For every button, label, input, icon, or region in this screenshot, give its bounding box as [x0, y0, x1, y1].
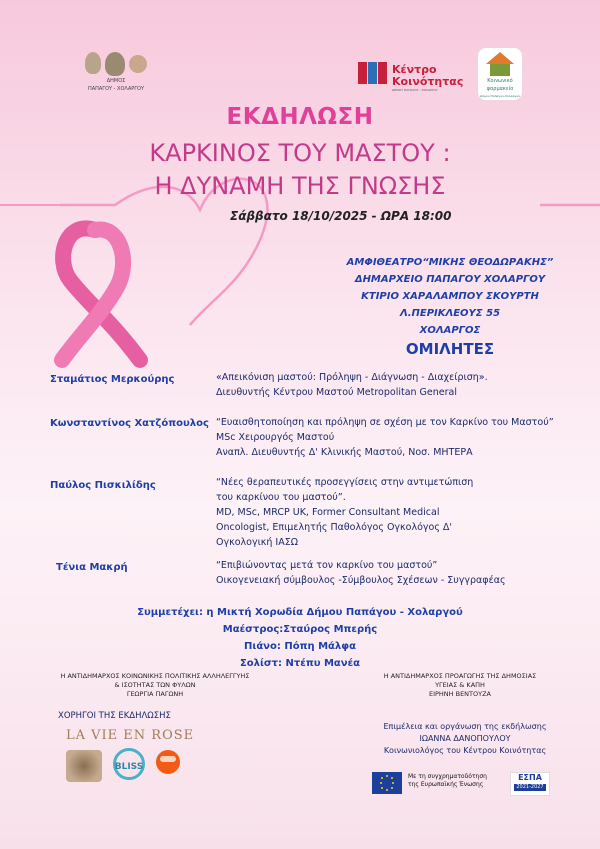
choir-line: Συμμετέχει: η Μικτή Χορωδία Δήμου Παπάγου - Χολαργού	[137, 607, 463, 618]
venue-line: ΑΜΦΙΘΕΑΤΡΟ“ΜΙΚΗΣ ΘΕΟΔΩΡΑΚΗΣ”	[346, 257, 554, 268]
speaker-name: Παύλος Πισκιλίδης	[50, 480, 156, 491]
crest-icon	[85, 52, 101, 74]
venue-line: ΧΟΛΑΡΓΟΣ	[419, 325, 481, 336]
eu-flag-icon	[372, 772, 402, 794]
municipality-logo	[78, 52, 154, 98]
event-title-line1: ΚΑΡΚΙΝΟΣ ΤΟΥ ΜΑΣΤΟΥ :	[149, 139, 451, 167]
event-label: ΕΚΔΗΛΩΣΗ	[226, 104, 374, 130]
speaker-name: Τένια Μακρή	[56, 562, 128, 573]
speaker-description: “Νέες θεραπευτικές προσεγγίσεις στην αντιμετώπιση του καρκίνου του μαστού”. MD, MSc, MRCP UK, Former Consultant Medical Oncologist, Επιμελητής Παθολόγος Ογκολόγος Δ' Ογκολογική ΙΑΣΩ	[216, 477, 474, 548]
speaker-name: Σταμάτιος Μερκούρης	[50, 374, 175, 385]
venue-line: ΚΤΙΡΙΟ ΧΑΡΑΛΑΜΠΟΥ ΣΚΟΥΡΤΗ	[361, 291, 539, 302]
venue-line: Λ.ΠΕΡΙΚΛΕΟΥΣ 55	[399, 308, 501, 319]
pink-ribbon-icon	[62, 228, 140, 360]
deputy-right: Η ΑΝΤΙΔΗΜΑΡΧΟΣ ΠΡΟΑΓΩΓΗΣ ΤΗΣ ΔΗΜΟΣΙΑΣ ΥΓΕΙΑΣ & ΚΑΠΗ ΕΙΡΗΝΗ ΒΕΝΤΟΥΖΑ	[383, 672, 537, 698]
kentro-line1: Κέντρο	[392, 63, 437, 76]
speakers-heading: ΟΜΙΛΗΤΕΣ	[405, 340, 495, 358]
choir-line: Πιάνο: Πόπη Μάλφα	[244, 641, 356, 652]
people-icon	[358, 62, 388, 88]
espa-logo: ΕΣΠΑ 2021-2027	[510, 772, 550, 796]
social-pharmacy-logo	[478, 48, 522, 100]
municipality-logo-line2: ΠΑΠΑΓΟΥ - ΧΟΛΑΡΓΟΥ	[87, 86, 145, 92]
choir-line: Σολίστ: Ντέπυ Μανέα	[239, 658, 361, 669]
speaker-description: “Επιβιώνοντας μετά τον καρκίνο του μαστού” Οικογενειακή σύμβουλος -Σύμβουλος Σχέσεων - Συγγραφέας	[216, 560, 506, 586]
event-date-time: Σάββατο 18/10/2025 - ΩΡΑ 18:00	[230, 209, 452, 223]
organizer-block: Επιμέλεια και οργάνωση της εκδήλωσης ΙΩΑΝΝΑ ΔΑΝΟΠΟΥΛΟΥ Κοινωνιολόγος του Κέντρου Κοινότητας	[383, 722, 547, 755]
choir-line: Μαέστρος:Σταύρος Μπερής	[222, 624, 378, 635]
bliss-logo: BLISS	[108, 748, 150, 782]
la-vie-en-rose-logo: LA VIE EN ROSE	[66, 728, 195, 743]
speaker-description: «Απεικόνιση μαστού: Πρόληψη - Διάγνωση - Διαχείριση». Διευθυντής Κέντρου Μαστού Metropolitan General	[216, 372, 488, 398]
eu-funding-text: Με τη συγχρηματοδότηση της Ευρωπαϊκής Ένωσης	[408, 773, 487, 788]
sponsor-logo-orange	[156, 750, 180, 774]
venue-block	[300, 254, 600, 339]
pharmacy-line2: φαρμακείο	[486, 86, 514, 92]
sponsors-heading: ΧΟΡΗΓΟΙ ΤΗΣ ΕΚΔΗΛΩΣΗΣ	[58, 711, 171, 721]
choir-block	[0, 604, 600, 672]
community-center-logo	[358, 60, 464, 94]
event-title-line2: Η ΔΥΝΑΜΗ ΤΗΣ ΓΝΩΣΗΣ	[154, 172, 446, 200]
pharmacy-line1: Κοινωνικό	[487, 78, 513, 84]
speaker-description: “Ευαισθητοποίηση και πρόληψη σε σχέση με τον Καρκίνο του Μαστού” MSc Χειρουργός Μαστού Αναπλ. Διευθυντής Δ' Κλινικής Μαστού, Νοσ. ΜΗΤΕΡΑ	[216, 417, 554, 458]
house-icon	[486, 52, 514, 64]
pharmacy-line3: Δήμου Παπάγου-Χολαργού	[480, 94, 520, 98]
kentro-sub: ΔΗΜΟΥ ΠΑΠΑΓΟΥ - ΧΟΛΑΡΓΟΥ	[392, 88, 438, 92]
municipality-logo-line1: ΔΗΜΟΣ	[106, 78, 126, 84]
kentro-line2: Κοινότητας	[392, 75, 464, 88]
sponsor-logo-photo	[66, 750, 102, 782]
venue-line: ΔΗΜΑΡΧΕΙΟ ΠΑΠΑΓΟΥ ΧΟΛΑΡΓΟΥ	[354, 274, 546, 285]
speaker-name: Κωνσταντίνος Χατζόπουλος	[50, 418, 209, 429]
deputy-left: Η ΑΝΤΙΔΗΜΑΡΧΟΣ ΚΟΙΝΩΝΙΚΗΣ ΠΟΛΙΤΙΚΗΣ ΑΛΛΗΛΕΓΓΥΗΣ & ΙΣΟΤΗΤΑΣ ΤΩΝ ΦΥΛΩΝ ΓΕΩΡΓΙΑ ΠΑΓΩΝΗ	[60, 672, 250, 698]
